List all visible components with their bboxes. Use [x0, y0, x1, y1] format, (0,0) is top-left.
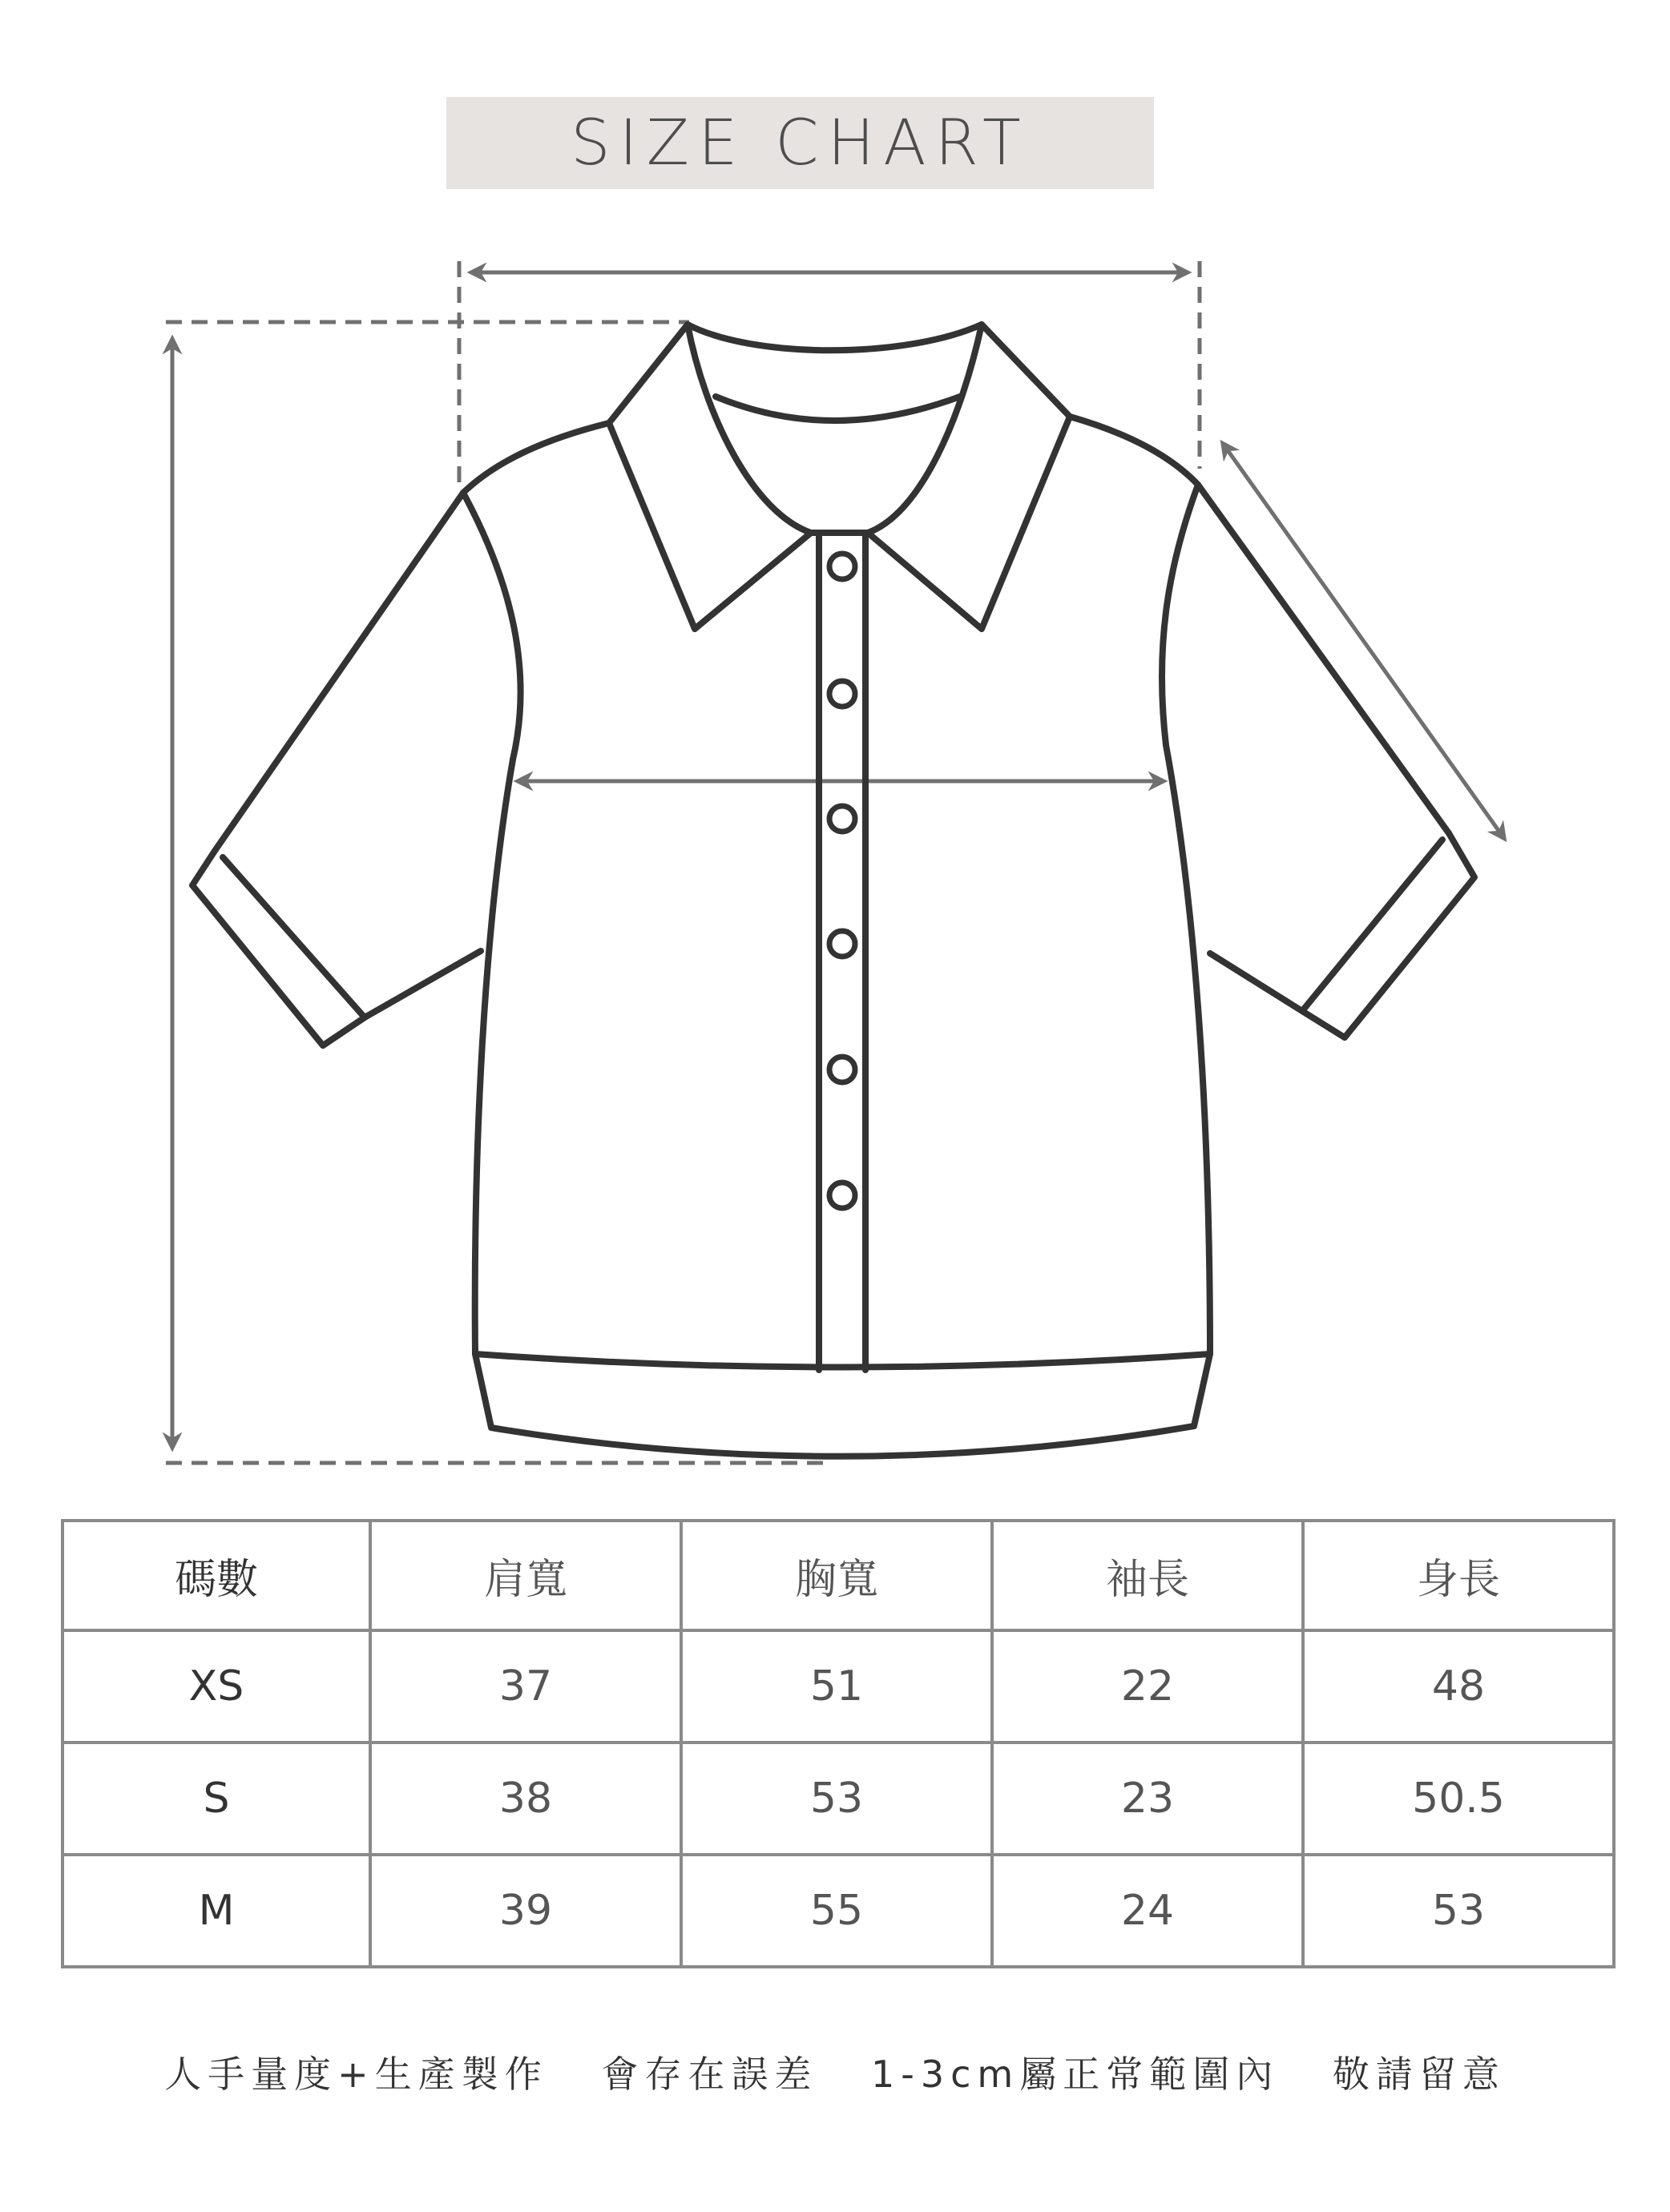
table-cell: 50.5 [1303, 1743, 1614, 1855]
guide-lines [166, 261, 1200, 1463]
table-cell: 39 [370, 1855, 681, 1967]
shirt-outline [192, 324, 1474, 1457]
shirt-buttons [829, 554, 855, 1208]
button-2 [829, 681, 855, 707]
button-6 [829, 1183, 855, 1208]
measurement-note [0, 2045, 1670, 2098]
button-3 [829, 806, 855, 832]
button-4 [829, 931, 855, 957]
size-table [61, 1519, 1616, 1968]
table-row [63, 1743, 1614, 1855]
size-cell: XS [63, 1630, 370, 1743]
table-cell: 53 [681, 1743, 992, 1855]
sleeve-length-arrow [1224, 445, 1503, 837]
table-cell: 55 [681, 1855, 992, 1967]
table-cell: 22 [992, 1630, 1303, 1743]
table-row [63, 1855, 1614, 1967]
table-cell: 51 [681, 1630, 992, 1743]
note-part-3: 1-3cm屬正常範圍內 [870, 2053, 1280, 2096]
table-row [63, 1630, 1614, 1743]
note-part-2: 會存在誤差 [601, 2053, 818, 2096]
table-cell: 38 [370, 1743, 681, 1855]
size-cell: M [63, 1855, 370, 1967]
note-part-4: 敬請留意 [1332, 2053, 1506, 2096]
page-title: SIZE CHART [571, 107, 1030, 179]
table-cell: 23 [992, 1743, 1303, 1855]
table-header-row [63, 1521, 1614, 1630]
table-cell: 24 [992, 1855, 1303, 1967]
button-5 [829, 1057, 855, 1082]
header-chest-width: 胸寬 [681, 1521, 992, 1630]
header-body-length: 身長 [1303, 1521, 1614, 1630]
button-1 [829, 554, 855, 579]
note-part-1: 人手量度+生產製作 [164, 2053, 548, 2096]
header-size: 碼數 [63, 1521, 370, 1630]
table-cell: 53 [1303, 1855, 1614, 1967]
measurement-arrows [172, 272, 1503, 1446]
table-cell: 48 [1303, 1630, 1614, 1743]
table-cell: 37 [370, 1630, 681, 1743]
size-cell: S [63, 1743, 370, 1855]
header-sleeve-length: 袖長 [992, 1521, 1303, 1630]
header-shoulder-width: 肩寬 [370, 1521, 681, 1630]
